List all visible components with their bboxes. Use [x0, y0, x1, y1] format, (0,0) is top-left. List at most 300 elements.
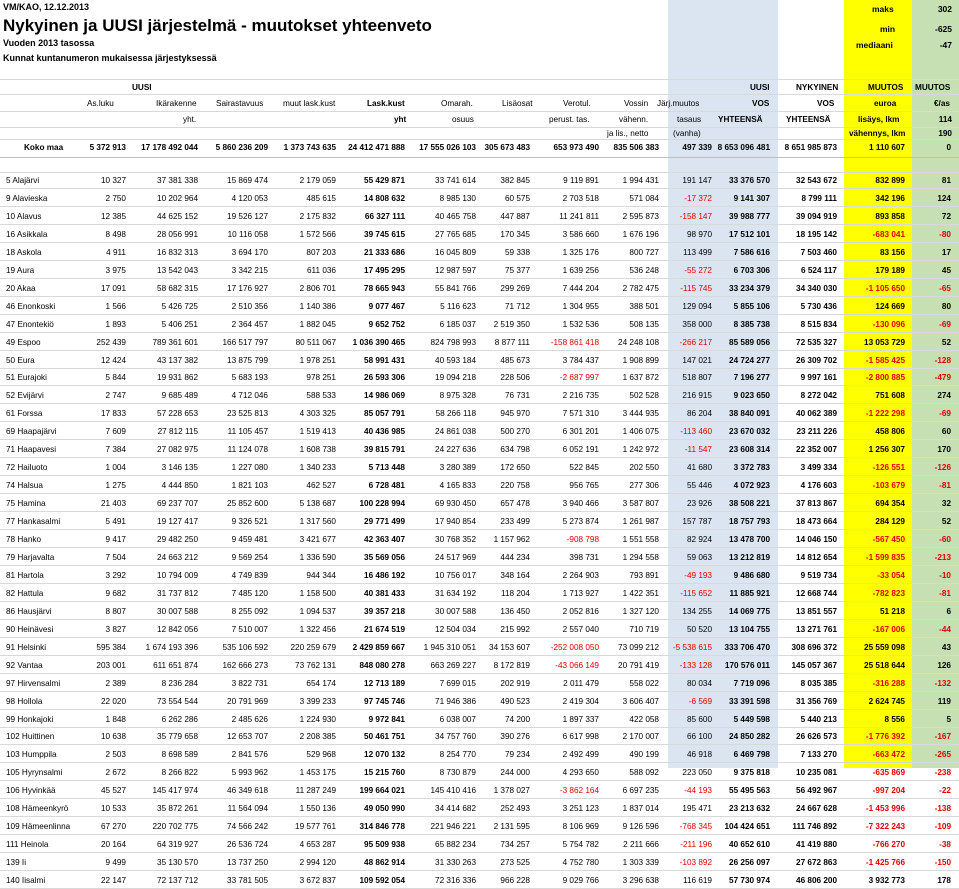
table-row-cell: 485 673	[500, 356, 530, 365]
hdr-yht-1: yht.	[183, 115, 197, 124]
table-row-cell: 38 508 221	[729, 499, 770, 508]
municipality-name: 97 Hirvensalmi	[6, 679, 61, 688]
table-row-cell: -69	[939, 409, 951, 418]
table-row-cell: 9 682	[105, 589, 126, 598]
table-row-cell: 571 084	[629, 194, 659, 203]
table-row-cell: 694 354	[875, 499, 905, 508]
table-row-cell: 12 842 056	[157, 625, 198, 634]
table-row-cell: 35 130 570	[157, 858, 198, 867]
municipality-name: 18 Askola	[6, 248, 42, 257]
table-row-cell: 6 038 007	[439, 715, 476, 724]
table-row-cell: 6 617 998	[562, 732, 599, 741]
hdr-jarj-muutos: Järj.muutos	[657, 99, 700, 108]
table-row-cell: 444 234	[500, 553, 530, 562]
municipality-name: 86 Hausjärvi	[6, 607, 52, 616]
table-row-cell: -69	[939, 320, 951, 329]
table-row-cell: 69 930 450	[435, 499, 476, 508]
table-row-cell: 3 280 389	[439, 463, 476, 472]
table-row-cell: 1 004	[105, 463, 126, 472]
table-row-cell: 26 593 306	[364, 373, 405, 382]
table-row-cell: -44	[939, 625, 951, 634]
table-row-cell: 40 381 433	[364, 589, 405, 598]
table-row-cell: -17 372	[684, 194, 712, 203]
table-row-cell: 80 034	[686, 679, 712, 688]
table-row-cell: 944 344	[306, 571, 336, 580]
table-row-cell: 202 919	[500, 679, 530, 688]
table-row-cell: 1 322 456	[299, 625, 336, 634]
table-row-cell: 2 782 475	[622, 284, 659, 293]
table-row-cell: 8 498	[105, 230, 126, 239]
table-row-cell: 734 257	[500, 840, 530, 849]
table-row-cell: 5 683 193	[231, 373, 268, 382]
row-divider	[0, 565, 959, 566]
row-divider	[0, 673, 959, 674]
table-row-cell: 95 509 938	[364, 840, 405, 849]
table-row-cell: 348 164	[500, 571, 530, 580]
table-row-cell: 1 406 075	[622, 427, 659, 436]
table-row-cell: 1 294 558	[622, 553, 659, 562]
table-row-cell: -60	[939, 535, 951, 544]
municipality-name: 50 Eura	[6, 356, 35, 365]
row-divider	[0, 547, 959, 548]
table-row-cell: 2 364 457	[231, 320, 268, 329]
table-row-cell: 27 812 115	[157, 427, 198, 436]
table-row-cell: 611 036	[307, 266, 336, 275]
municipality-name: 91 Helsinki	[6, 643, 47, 652]
table-row-cell: 20 791 419	[618, 661, 659, 670]
table-row-cell: 5	[946, 715, 951, 724]
municipality-name: 92 Vantaa	[6, 661, 43, 670]
table-row-cell: 23 213 632	[729, 804, 770, 813]
table-row-cell: 3 672 837	[299, 876, 336, 885]
table-row-cell: 8 266 822	[161, 768, 198, 777]
table-row-cell: 13 053 729	[864, 338, 905, 347]
table-row-cell: 71 712	[504, 302, 530, 311]
table-row-cell: -2 800 885	[865, 373, 905, 382]
table-row-cell: 104 424 651	[724, 822, 770, 831]
table-row-cell: 1 327 120	[622, 607, 659, 616]
table-row-cell: 9 459 481	[231, 535, 268, 544]
table-row-cell: 20 164	[100, 840, 126, 849]
table-row-cell: 4 176 603	[800, 481, 837, 490]
table-row-cell: 5 406 251	[161, 320, 198, 329]
table-row-cell: 458 806	[875, 427, 905, 436]
table-row-cell: 35 779 658	[157, 732, 198, 741]
table-row-cell: 390 276	[500, 732, 530, 741]
table-row-cell: 1 336 590	[299, 553, 336, 562]
row-divider	[0, 780, 959, 781]
table-row-cell: 7 571 310	[562, 409, 599, 418]
table-row-cell: 1 882 045	[299, 320, 336, 329]
table-row-cell: 23 670 032	[729, 427, 770, 436]
municipality-name: 16 Asikkala	[6, 230, 48, 239]
table-row-cell: -132	[934, 679, 951, 688]
table-row-cell: 1 261 987	[622, 517, 659, 526]
table-row-cell: 19 127 417	[157, 517, 198, 526]
table-row-cell: 2 557 040	[562, 625, 599, 634]
table-row-cell: 170	[937, 445, 951, 454]
row-divider	[0, 314, 959, 315]
table-row-cell: 1 453 175	[299, 768, 336, 777]
table-row-cell: 13 851 557	[796, 607, 837, 616]
row-divider	[0, 260, 959, 261]
table-row-cell: 12 668 744	[796, 589, 837, 598]
table-row-cell: 24 667 628	[796, 804, 837, 813]
table-row-cell: 284 129	[875, 517, 905, 526]
table-row-cell: -211 196	[680, 840, 712, 849]
table-row-cell: 33 781 505	[227, 876, 268, 885]
hdr-euroa: euroa	[874, 99, 897, 108]
table-row-cell: 100 228 994	[359, 499, 405, 508]
table-row-cell: 8 172 819	[493, 661, 530, 670]
table-row-cell: 10 116 058	[227, 230, 268, 239]
total-cell: 1 373 743 635	[283, 143, 336, 152]
table-row-cell: 17 176 927	[227, 284, 268, 293]
table-row-cell: 216 915	[682, 391, 712, 400]
table-row-cell: 11 105 457	[227, 427, 268, 436]
table-row-cell: 1 713 927	[562, 589, 599, 598]
table-row-cell: 2 419 304	[562, 697, 599, 706]
total-cell: 5 860 236 209	[215, 143, 268, 152]
table-row-cell: 558 022	[629, 679, 659, 688]
table-row-cell: 81	[941, 176, 951, 185]
table-row-cell: 13 478 700	[729, 535, 770, 544]
table-row-cell: -103 679	[872, 481, 905, 490]
table-row-cell: -167 006	[872, 625, 905, 634]
table-row-cell: 48 862 914	[364, 858, 405, 867]
table-row-cell: 37 813 867	[796, 499, 837, 508]
table-row-cell: 29 482 250	[157, 535, 198, 544]
table-row-cell: -2 687 997	[559, 373, 599, 382]
table-row-cell: 55 495 563	[729, 786, 770, 795]
table-row-cell: 72 316 336	[435, 876, 476, 885]
table-row-cell: 611 651 874	[153, 661, 198, 670]
table-row-cell: 16 486 192	[364, 571, 405, 580]
table-row-cell: 14 808 632	[364, 194, 405, 203]
table-row-cell: 9 119 891	[563, 176, 599, 185]
table-row-cell: 5 730 436	[800, 302, 837, 311]
table-row-cell: 40 465 758	[435, 212, 476, 221]
table-row-cell: 72	[941, 212, 951, 221]
table-row-cell: 2 052 816	[562, 607, 599, 616]
table-row-cell: 3 975	[105, 266, 126, 275]
table-row-cell: 40 593 184	[435, 356, 476, 365]
table-row-cell: 17	[941, 248, 951, 257]
table-row-cell: 23 926	[686, 499, 712, 508]
table-row-cell: 25 852 600	[227, 499, 268, 508]
table-row-cell: 274	[937, 391, 951, 400]
hdr-ja-lis: ja lis., netto	[607, 129, 649, 138]
table-row-cell: 807 203	[306, 248, 336, 257]
table-row-cell: 46 918	[686, 750, 712, 759]
table-row-cell: 67 270	[100, 822, 126, 831]
hdr-lisays: lisäys, lkm	[858, 115, 900, 124]
corner-label: VM/KAO, 12.12.2013	[3, 2, 90, 12]
table-row-cell: 3 587 807	[622, 499, 659, 508]
table-row-cell: 2 216 735	[562, 391, 599, 400]
table-row-cell: -683 041	[872, 230, 905, 239]
table-row-cell: -1 222 298	[865, 409, 905, 418]
table-row-cell: 27 672 863	[796, 858, 837, 867]
table-row-cell: 1 242 972	[622, 445, 659, 454]
table-row-cell: -55 272	[684, 266, 712, 275]
table-row-cell: 2 503	[105, 750, 126, 759]
municipality-name: 20 Akaa	[6, 284, 36, 293]
municipality-name: 9 Alavieska	[6, 194, 48, 203]
table-row-cell: 3 932 773	[868, 876, 905, 885]
table-row-cell: 2 429 859 667	[352, 643, 405, 652]
table-row-cell: -663 472	[872, 750, 905, 759]
table-row-cell: 4 752 780	[562, 858, 599, 867]
table-row-cell: 31 356 769	[796, 697, 837, 706]
table-row-cell: 2 841 576	[231, 750, 268, 759]
table-row-cell: 37 381 338	[157, 176, 198, 185]
table-row-cell: 4 120 053	[231, 194, 268, 203]
table-row-cell: 3 251 123	[562, 804, 599, 813]
table-row-cell: 86 204	[686, 409, 712, 418]
table-row-cell: 536 248	[629, 266, 659, 275]
table-row-cell: 13 212 819	[729, 553, 770, 562]
table-row-cell: 7 586 616	[733, 248, 770, 257]
table-row-cell: 8 035 385	[800, 679, 837, 688]
stat-max-value: 302	[937, 4, 952, 14]
table-row-cell: 119	[937, 697, 951, 706]
table-row-cell: 170 576 011	[724, 661, 770, 670]
table-row-cell: 1 897 337	[562, 715, 599, 724]
table-row-cell: 1 140 386	[299, 302, 336, 311]
table-row-cell: 5 993 962	[231, 768, 268, 777]
table-row-cell: 12 424	[100, 356, 126, 365]
hdr-muut-lask: muut lask.kust	[283, 99, 336, 108]
table-row-cell: 57 730 974	[729, 876, 770, 885]
table-row-cell: 8 106 969	[562, 822, 599, 831]
table-row-cell: 31 330 263	[435, 858, 476, 867]
stat-min-value: -625	[934, 24, 952, 34]
table-row-cell: -138	[934, 804, 951, 813]
table-row-cell: -266 217	[679, 338, 712, 347]
table-row-cell: 4 712 046	[231, 391, 268, 400]
table-row-cell: -7 322 243	[865, 822, 905, 831]
table-row-cell: 3 444 935	[622, 409, 659, 418]
table-row-cell: 17 495 295	[364, 266, 405, 275]
hdr-muutos-1: MUUTOS	[868, 83, 904, 92]
table-row-cell: 848 080 278	[359, 661, 405, 670]
table-row-cell: 490 523	[500, 697, 530, 706]
table-row-cell: 9 126 596	[622, 822, 659, 831]
hdr-vanha: (vanha)	[673, 129, 701, 138]
table-row-cell: 5 491	[105, 517, 126, 526]
municipality-name: 52 Evijärvi	[6, 391, 44, 400]
table-row-cell: 2 492 499	[562, 750, 599, 759]
table-row-cell: 118 204	[501, 589, 530, 598]
municipality-name: 72 Hailuoto	[6, 463, 48, 472]
hdr-vos-nyk: VOS	[817, 99, 835, 108]
table-row-cell: -128	[934, 356, 951, 365]
table-row-cell: 4 749 839	[231, 571, 268, 580]
table-row-cell: 342 196	[875, 194, 905, 203]
row-divider	[0, 385, 959, 386]
table-row-cell: 34 414 682	[435, 804, 476, 813]
table-row-cell: 2 211 666	[623, 840, 659, 849]
table-row-cell: -158 861 418	[550, 338, 599, 347]
table-row-cell: 793 891	[629, 571, 659, 580]
table-row-cell: 83 156	[879, 248, 905, 257]
table-row-cell: 80 511 067	[295, 338, 336, 347]
table-row-cell: 4 165 833	[439, 481, 476, 490]
table-row-cell: 202 550	[629, 463, 659, 472]
table-row-cell: 893 858	[875, 212, 905, 221]
table-row-cell: 17 512 101	[729, 230, 770, 239]
table-row-cell: 2 624 745	[868, 697, 905, 706]
table-row-cell: 529 968	[306, 750, 336, 759]
table-row-cell: -80	[939, 230, 951, 239]
table-row-cell: 2 485 626	[231, 715, 268, 724]
table-row-cell: 7 719 096	[733, 679, 770, 688]
table-row-cell: 145 410 416	[430, 786, 476, 795]
table-row-cell: 4 911	[106, 248, 126, 257]
table-row-cell: 74 566 242	[227, 822, 268, 831]
table-row-cell: 9 029 766	[562, 876, 599, 885]
table-row-cell: 314 846 778	[359, 822, 405, 831]
table-row-cell: -6 569	[688, 697, 712, 706]
table-row-cell: 2 208 385	[299, 732, 336, 741]
table-row-cell: 1 275	[105, 481, 126, 490]
hdr-yhteensa-1: YHTEENSÄ	[718, 115, 763, 124]
table-row-cell: 29 771 499	[364, 517, 405, 526]
table-row-cell: -316 288	[872, 679, 905, 688]
table-row-cell: 40 436 985	[364, 427, 405, 436]
row-divider	[0, 637, 959, 638]
table-row-cell: 3 606 407	[622, 697, 659, 706]
table-row-cell: 72 137 712	[157, 876, 198, 885]
hdr-omarah: Omarah.	[441, 99, 473, 108]
table-row-cell: 16 832 313	[157, 248, 198, 257]
table-row-cell: 2 011 479	[563, 679, 599, 688]
row-divider	[0, 493, 959, 494]
table-row-cell: 46 349 618	[227, 786, 268, 795]
municipality-name: 74 Halsua	[6, 481, 43, 490]
table-row-cell: -11 547	[684, 445, 712, 454]
table-row-cell: 45 527	[100, 786, 126, 795]
table-row-cell: 3 694 170	[231, 248, 268, 257]
table-row-cell: 2 750	[105, 194, 126, 203]
table-row-cell: 9 685 489	[161, 391, 198, 400]
municipality-name: 81 Hartola	[6, 571, 44, 580]
table-row-cell: 10 327	[100, 176, 126, 185]
table-row-cell: -768 345	[679, 822, 712, 831]
table-row-cell: 1 224 930	[299, 715, 336, 724]
table-row-cell: 31 737 812	[157, 589, 198, 598]
table-row-cell: -479	[934, 373, 951, 382]
table-row-cell: 17 833	[100, 409, 126, 418]
table-row-cell: 8 236 284	[161, 679, 198, 688]
row-divider	[0, 834, 959, 835]
table-row-cell: 3 586 660	[562, 230, 599, 239]
municipality-name: 10 Alavus	[6, 212, 42, 221]
stat-median-label: mediaani	[856, 40, 893, 50]
row-divider	[0, 439, 959, 440]
table-row-cell: 52	[941, 338, 951, 347]
table-row-cell: 124 669	[875, 302, 905, 311]
total-cell: 497 339	[682, 143, 712, 152]
table-row-cell: 966 228	[500, 876, 530, 885]
table-row-cell: 945 970	[500, 409, 530, 418]
table-row-cell: 3 421 677	[299, 535, 336, 544]
table-row-cell: 1 550 136	[299, 804, 336, 813]
table-row-cell: 502 528	[629, 391, 659, 400]
table-row-cell: 33 391 598	[729, 697, 770, 706]
table-row-cell: 98 970	[686, 230, 712, 239]
table-row-cell: 10 638	[100, 732, 126, 741]
row-divider	[0, 762, 959, 763]
table-row-cell: 57 228 653	[157, 409, 198, 418]
table-row-cell: 6 185 037	[439, 320, 476, 329]
table-row-cell: 522 845	[569, 463, 599, 472]
table-row-cell: 6 469 798	[733, 750, 770, 759]
table-row-cell: 56 492 967	[796, 786, 837, 795]
table-row-cell: 73 554 544	[157, 697, 198, 706]
table-row-cell: 1 325 176	[562, 248, 599, 257]
table-row-cell: 10 794 009	[157, 571, 198, 580]
table-row-cell: 9 997 161	[800, 373, 837, 382]
table-row-cell: 85 057 791	[364, 409, 405, 418]
municipality-name: 82 Hattula	[6, 589, 44, 598]
table-row-cell: 2 170 007	[622, 732, 659, 741]
table-row-cell: 956 765	[569, 481, 599, 490]
table-row-cell: 588 533	[306, 391, 336, 400]
table-row-cell: 172 650	[500, 463, 530, 472]
hdr-uusi-left: UUSI	[132, 83, 152, 92]
table-row-cell: 1 303 339	[622, 858, 659, 867]
table-row-cell: -126	[934, 463, 951, 472]
table-row-cell: 24 850 282	[729, 732, 770, 741]
table-row-cell: -115 745	[680, 284, 712, 293]
table-row-cell: 22 147	[100, 876, 126, 885]
table-row-cell: 46 806 200	[796, 876, 837, 885]
table-row-cell: 9 972 841	[368, 715, 405, 724]
table-row-cell: 66 100	[686, 732, 712, 741]
table-row-cell: 41 680	[686, 463, 712, 472]
table-row-cell: 14 046 150	[796, 535, 837, 544]
table-row-cell: 19 526 127	[227, 212, 268, 221]
table-row-cell: 1 572 566	[299, 230, 336, 239]
table-row-cell: 6 697 235	[622, 786, 659, 795]
municipality-name: 103 Humppila	[6, 750, 57, 759]
row-divider	[0, 188, 959, 189]
table-row-cell: 85 589 056	[729, 338, 770, 347]
table-row-cell: -109	[934, 822, 951, 831]
table-row-cell: 30 768 352	[435, 535, 476, 544]
table-row-cell: 23 608 314	[729, 445, 770, 454]
table-row-cell: 126	[937, 661, 951, 670]
table-row-cell: 333 706 470	[724, 643, 770, 652]
table-row-cell: 5 754 782	[562, 840, 599, 849]
table-row-cell: 4 444 850	[161, 481, 198, 490]
row-divider	[0, 870, 959, 871]
table-row-cell: -782 823	[872, 589, 905, 598]
table-row-cell: 22 352 007	[796, 445, 837, 454]
table-row-cell: 3 146 135	[161, 463, 198, 472]
table-row-cell: 17 940 854	[435, 517, 476, 526]
table-row-cell: -1 599 835	[865, 553, 905, 562]
table-row-cell: 6 524 117	[801, 266, 837, 275]
table-row-cell: -1 453 996	[865, 804, 905, 813]
table-row-cell: 358 000	[682, 320, 712, 329]
row-divider	[0, 691, 959, 692]
table-row-cell: 8 698 589	[161, 750, 198, 759]
table-row-cell: 18 757 793	[729, 517, 770, 526]
table-row-cell: 8 807	[105, 607, 126, 616]
